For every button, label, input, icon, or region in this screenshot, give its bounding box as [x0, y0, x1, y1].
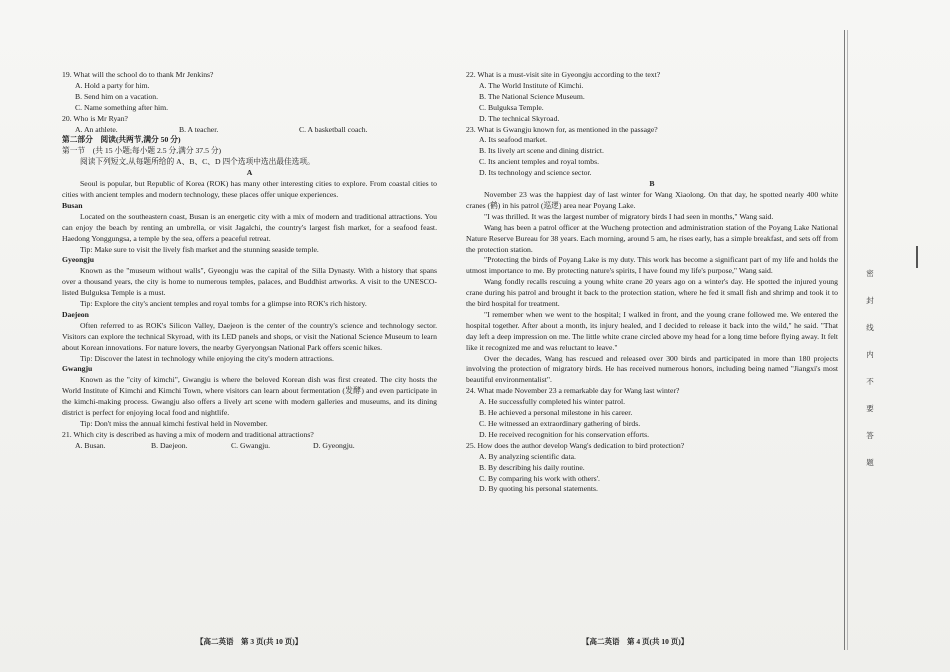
gyeongju-heading: Gyeongju	[62, 255, 95, 265]
q22-option-a: A. The World Institute of Kimchi.	[479, 80, 584, 90]
q19-option-a: A. Hold a party for him.	[75, 80, 150, 90]
q20-option-c: C. A basketball coach.	[299, 124, 368, 134]
page-footer-3: 【高二英语 第 3 页(共 10 页)】	[196, 637, 303, 646]
q19-option-b: B. Send him on a vacation.	[75, 91, 159, 101]
left-column	[62, 70, 437, 452]
gwangju-paragraph: Known as the "city of kimchi", Gwangju is where the beloved Korean dish was first created. The city hosts the World Institute of Kimchi and Kimchi Town, where visitors can learn about fermentation (发酵) and even participate in the kimchi-making process. Gwangju also offers a lively art scene with modern galleries and museums, and its dining district is perfect for enjoying local food and nightlife.	[62, 375, 437, 418]
q23-option-c: C. Its ancient temples and royal tombs.	[479, 157, 599, 167]
part2-title: 第二部分 阅读(共两节,满分 50 分)	[62, 135, 181, 145]
q19-stem: 19. What will the school do to thank Mr Jenkins?	[62, 70, 214, 79]
passage-b-paragraph-6: "I remember when we went to the hospital; I walked in front, and the young crane followed me. We entered the hospital together. After about a month, its injury healed, and I decided to release it back into the wild," he said. "That day left a deep impression on me. The little white crane circled above my head for a long time before flying away. It felt like it recognized me and was reluctant to leave."	[466, 309, 838, 352]
q24-option-a: A. He successfully completed his winter patrol.	[479, 397, 626, 407]
passage-a-intro: Seoul is popular, but Republic of Korea (ROK) has many other interesting cities to explore. From coastal cities to cities with ancient temples and modern technology, these places offer unique experiences.	[62, 179, 437, 199]
q24-option-d: D. He received recognition for his conservation efforts.	[479, 429, 649, 439]
q25-option-d: D. By quoting his personal statements.	[479, 484, 598, 494]
q21-option-c: C. Gwangju.	[231, 440, 271, 450]
q25-option-a: A. By analyzing scientific data.	[479, 451, 576, 461]
q23-option-b: B. Its lively art scene and dining district.	[479, 146, 604, 156]
binding-line-inner	[847, 30, 848, 650]
seal-char: 线	[866, 323, 874, 332]
daejeon-paragraph: Often referred to as ROK's Silicon Valley, Daejeon is the center of the country's science and technology sector. Visitors can explore the technical Skyroad, with its LED panels and shops, or visit the National Science Museum to learn about Korean innovations. For nature lovers, the nearby Gyeryongsan National Park offers scenic hikes.	[62, 320, 437, 352]
passage-b-paragraph-3: Wang has been a patrol officer at the Wucheng protection and administration station of the Poyang Lake National Nature Reserve Bureau for 38 years. Each morning, around 5 am, he rises early, has a simple breakfast, and sets off from the protection station.	[466, 222, 838, 254]
passage-b-paragraph-5: Wang fondly recalls rescuing a young white crane 20 years ago on a winter's day. He spotted the injured young crane during his patrol and brought it back to the protection station, where he fed it small fish and shrimp and took it to the bird hospital for treatment.	[466, 277, 838, 309]
right-column	[466, 70, 838, 495]
seal-char: 封	[866, 296, 874, 305]
daejeon-tip: Tip: Discover the latest in technology while enjoying the city's modern attractions.	[80, 353, 334, 363]
q22-stem: 22. What is a must-visit site in Gyeongju according to the text?	[466, 70, 661, 79]
q25-stem: 25. How does the author develop Wang's dedication to bird protection?	[466, 440, 685, 450]
passage-a-label: A	[246, 168, 253, 178]
q20-option-a: A. An athlete.	[75, 124, 118, 134]
binding-tick-mark	[916, 246, 918, 268]
q22-option-d: D. The technical Skyroad.	[479, 113, 560, 123]
seal-char: 题	[866, 458, 874, 467]
q24-option-c: C. He witnessed an extraordinary gathering of birds.	[479, 419, 641, 428]
busan-heading: Busan	[62, 200, 83, 210]
q22-option-c: C. Bulguksa Temple.	[479, 102, 544, 112]
page-footer-4: 【高二英语 第 4 页(共 10 页)】	[582, 637, 689, 646]
q24-option-b: B. He achieved a personal milestone in his career.	[479, 408, 633, 418]
passage-b-paragraph-1: November 23 was the happiest day of last winter for Wang Xiaolong. On that day, he spotted nearly 400 white cranes (鹤) in his patrol (巡逻) area near Poyang Lake.	[466, 189, 838, 210]
q21-option-a: A. Busan.	[75, 440, 106, 450]
seal-char: 答	[866, 431, 874, 440]
q21-options	[62, 441, 437, 452]
q20-options	[62, 125, 437, 136]
seal-char: 要	[866, 404, 874, 413]
seal-char: 不	[866, 377, 874, 386]
q22-option-b: B. The National Science Museum.	[479, 91, 585, 101]
q20-stem: 20. Who is Mr Ryan?	[62, 113, 128, 123]
passage-b-paragraph-4: "Protecting the birds of Poyang Lake is my duty. This work has become a significant part of my life and holds the utmost importance to me. By protecting nature's spirits, I have found my life's purpose," Wang said.	[466, 255, 838, 276]
passage-b-label: B	[649, 179, 655, 189]
q23-option-d: D. Its technology and science sector.	[479, 168, 592, 178]
passage-b-paragraph-7: Over the decades, Wang has rescued and released over 300 birds and participated in more than 180 projects involving the protection of migratory birds. He has received numerous honors, including being named "Jiangxi's most beautiful environmentalist".	[466, 353, 838, 385]
daejeon-heading: Daejeon	[62, 309, 89, 319]
gwangju-tip: Tip: Don't miss the annual kimchi festival held in November.	[80, 419, 268, 428]
q25-option-c: C. By comparing his work with others'.	[479, 473, 600, 483]
gyeongju-paragraph: Known as the "museum without walls", Gyeongju was the capital of the Silla Dynasty. With a history that spans over a thousand years, the city is home to numerous temples, palaces, and Buddhist artworks. A visit to the UNESCO-listed Bulguksa Temple is a must.	[62, 266, 437, 298]
binding-margin-text	[863, 260, 877, 476]
q25-option-b: B. By describing his daily routine.	[479, 462, 585, 472]
passage-b-paragraph-2: "I was thrilled. It was the largest number of migratory birds I had seen in months," Wang said.	[484, 211, 774, 221]
q21-option-d: D. Gyeongju.	[313, 440, 355, 450]
q20-option-b: B. A teacher.	[179, 124, 219, 134]
reading-instruction: 阅读下列短文,从每题所给的 A、B、C、D 四个选项中选出最佳选项。	[80, 157, 315, 167]
q19-option-c: C. Name something after him.	[75, 102, 169, 112]
seal-char: 密	[866, 269, 874, 278]
q23-option-a: A. Its seafood market.	[479, 135, 548, 145]
q21-stem: 21. Which city is described as having a mix of modern and traditional attractions?	[62, 429, 314, 439]
section1-header: 第一节 (共 15 小题;每小题 2.5 分,满分 37.5 分)	[62, 146, 222, 156]
busan-paragraph: Located on the southeastern coast, Busan is an energetic city with a mix of modern and traditional attractions. You can enjoy the beach by renting an umbrella, or visit Jagalchi, the country's largest fish market, for a seafood feast. Haedong Yonggungsa, a temple by the sea, offers a peaceful retreat.	[62, 211, 437, 243]
q21-option-b: B. Daejeon.	[151, 440, 188, 450]
binding-line	[844, 30, 845, 650]
busan-tip: Tip: Make sure to visit the lively fish market and the stunning seaside temple.	[80, 244, 319, 254]
gwangju-heading: Gwangju	[62, 364, 93, 374]
seal-char: 内	[866, 350, 874, 359]
q24-stem: 24. What made November 23 a remarkable day for Wang last winter?	[466, 386, 680, 396]
gyeongju-tip: Tip: Explore the city's ancient temples and royal tombs for a glimpse into ROK's rich history.	[80, 299, 367, 309]
q23-stem: 23. What is Gwangju known for, as mentioned in the passage?	[466, 124, 658, 134]
